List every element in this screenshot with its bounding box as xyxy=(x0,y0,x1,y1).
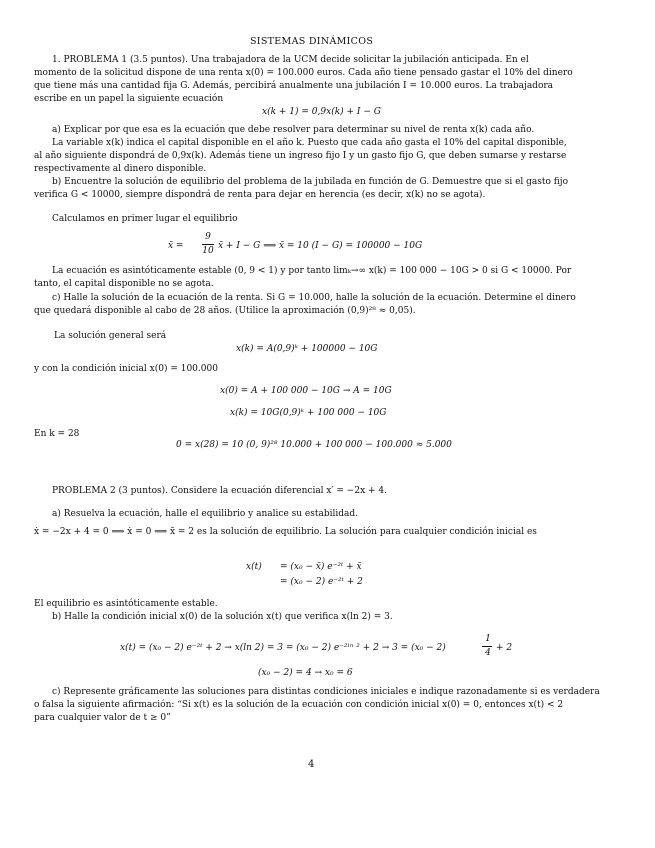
problem2-part-c-line-2: o falsa la siguiente afirmación: “Si x(t) es la solución de la ecuación con condición inicial x(0) = 0, entonces x(t) < 2 xyxy=(34,700,564,710)
part-b-fraction-bar xyxy=(482,646,492,647)
page-title: SISTEMAS DINÁMICOS xyxy=(250,36,374,47)
general-solution-eq: x(k) = A(0,9)ᵏ + 100000 − 10G xyxy=(236,344,378,354)
initial-eq-2: x(k) = 10G(0,9)ᵏ + 100 000 − 10G xyxy=(230,408,387,418)
problem1-part-b-line-2: verifica G < 10000, siempre dispondrá de renta para dejar en herencia (es decir, x(k) no se agota). xyxy=(34,190,486,200)
equilibrium-eq-left: x̄ = xyxy=(168,241,184,251)
fraction-denominator: 10 xyxy=(202,246,214,256)
solution-lhs: x(t) xyxy=(246,562,262,572)
fraction-numerator: 9 xyxy=(205,232,211,242)
part-b-eq-2: (x₀ − 2) = 4 → x₀ = 6 xyxy=(258,668,353,678)
k28-label: En k = 28 xyxy=(34,429,80,439)
problem1-intro-line-1: 1. PROBLEMA 1 (3.5 puntos). Una trabajadora de la UCM decide solicitar la jubilación anticipada. En el xyxy=(52,55,529,65)
equilibrium-eq-right: x̄ + I − G ⟹ x̄ = 10 (I − G) = 100000 − 10G xyxy=(218,241,423,251)
page-number: 4 xyxy=(308,759,315,770)
problem2-equilibrium-line: ẋ = −2x + 4 = 0 ⟹ ẋ = 0 ⟹ x̄ = 2 es la solución de equilibrio. La solución para cualquier condición inicial es xyxy=(34,527,537,537)
initial-condition-intro: y con la condición inicial x(0) = 100.000 xyxy=(34,364,218,374)
problem2-part-c-line-1: c) Represente gráficamente las soluciones para distintas condiciones iniciales e indique razonadamente si es verdadera xyxy=(52,687,600,697)
answer-a-line-3: respectivamente al dinero disponible. xyxy=(34,164,207,174)
part-b-fraction-denominator: 4 xyxy=(485,648,491,658)
renta-equation: x(k + 1) = 0,9x(k) + I − G xyxy=(262,107,381,117)
problem2-part-a: a) Resuelva la ecuación, halle el equilibrio y analice su estabilidad. xyxy=(52,509,358,519)
problem1-part-b-line-1: b) Encuentre la solución de equilibrio del problema de la jubilada en función de G. Demuestre que si el gasto fijo xyxy=(52,177,568,187)
stability-line-1: La ecuación es asintóticamente estable (0, 9 < 1) y por tanto limₖ→∞ x(k) = 100 000 − 10G > 0 si G < 10000. Por xyxy=(52,266,572,276)
problem1-part-a: a) Explicar por que esa es la ecuación que debe resolver para determinar su nivel de renta x(k) cada año. xyxy=(52,125,535,135)
answer-a-line-1: La variable x(k) indica el capital disponible en el año k. Puesto que cada año gasta el 10% del capital disponible, xyxy=(52,138,567,148)
problem1-intro-line-3: que tiene más una cantidad fija G. Además, percibirá anualmente una jubilación I = 10.000 euros. La trabajadora xyxy=(34,81,554,91)
problem2-part-c-line-3: para cualquier valor de t ≥ 0” xyxy=(34,713,171,723)
solution-eq-1: = (x₀ − x̄) e⁻²ᵗ + x̄ xyxy=(280,562,362,572)
k28-equation: 0 = x(28) = 10 (0, 9)²⁸ 10.000 + 100 000 − 100.000 ≈ 5.000 xyxy=(176,440,452,450)
stability-line-2: tanto, el capital disponible no se agota. xyxy=(34,279,214,289)
solution-eq-2: = (x₀ − 2) e⁻²ᵗ + 2 xyxy=(280,577,363,587)
fraction-bar xyxy=(202,244,214,245)
general-solution-intro: La solución general será xyxy=(54,331,167,341)
problem1-part-c-line-2: que quedará disponible al cabo de 28 años. (Utilice la aproximación (0,9)²⁸ ≈ 0,05). xyxy=(34,306,416,316)
initial-eq-1: x(0) = A + 100 000 − 10G → A = 10G xyxy=(220,386,392,396)
problem1-intro-line-2: momento de la solicitud dispone de una renta x(0) = 100.000 euros. Cada año tiene pensado gastar el 10% del dinero xyxy=(34,68,573,78)
calc-intro: Calculamos en primer lugar el equilibrio xyxy=(52,214,238,224)
problem2-part-b: b) Halle la condición inicial x(0) de la solución x(t) que verifica x(ln 2) = 3. xyxy=(52,612,393,622)
answer-a-line-2: al año siguiente dispondrá de 0,9x(k). Además tiene un ingreso fijo I y un gasto fijo G, que deben sumarse y restarse xyxy=(34,151,567,161)
part-b-eq-right: + 2 xyxy=(496,643,513,653)
part-b-eq-left: x(t) = (x₀ − 2) e⁻²ᵗ + 2 → x(ln 2) = 3 = (x₀ − 2) e⁻²ˡⁿ ² + 2 → 3 = (x₀ − 2) xyxy=(120,643,446,653)
stable-text: El equilibrio es asintóticamente estable. xyxy=(34,599,218,609)
part-b-fraction-numerator: 1 xyxy=(485,634,491,644)
problem1-part-c-line-1: c) Halle la solución de la ecuación de la renta. Si G = 10.000, halle la solución de la ecuación. Determine el dinero xyxy=(52,293,576,303)
problem2-intro: PROBLEMA 2 (3 puntos). Considere la ecuación diferencial x′ = −2x + 4. xyxy=(52,486,387,496)
problem1-intro-line-4: escribe en un papel la siguiente ecuación xyxy=(34,94,224,104)
